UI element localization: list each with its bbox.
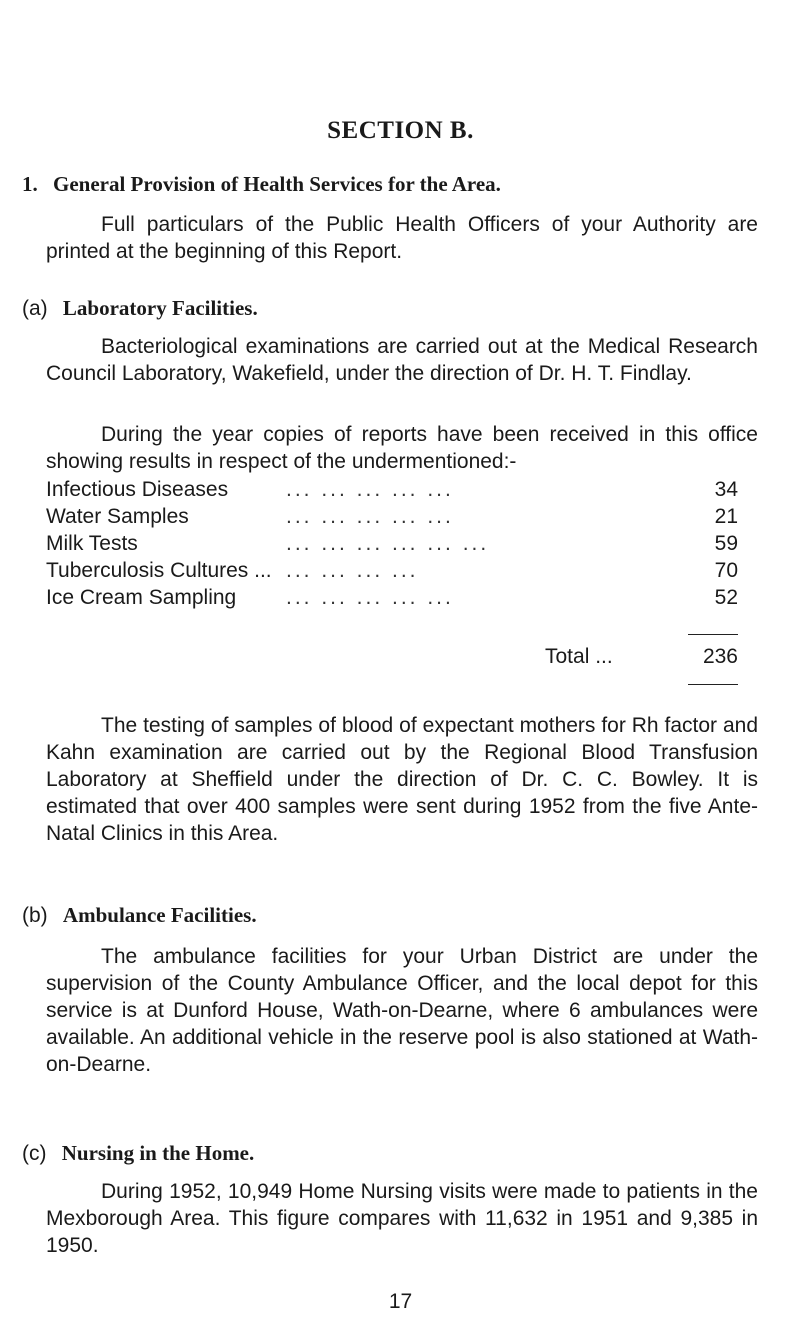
laboratory-paragraph-2: During the year copies of reports have been received in this office showing results in respect of the undermentioned:- (46, 423, 758, 473)
laboratory-paragraph-1: Bacteriological examinations are carried out at the Medical Research Council Laboratory, Wakefield, under the direction of Dr. H. T. Findlay. (46, 335, 758, 385)
results-table (46, 478, 738, 613)
table-row: Infectious Diseases ... ... ... ... ... 34 (46, 478, 738, 501)
heading-label: (b) (22, 904, 48, 927)
total-rule-top (688, 634, 738, 635)
heading-ambulance (22, 903, 257, 928)
table-row: Ice Cream Sampling ... ... ... ... ... 52 (46, 586, 738, 609)
heading-text: Nursing in the Home. (61, 1141, 255, 1165)
heading-text: Ambulance Facilities. (62, 903, 257, 927)
page-number: 17 (388, 1290, 413, 1313)
heading-label: (a) (22, 297, 48, 320)
table-row: Water Samples ... ... ... ... ... 21 (46, 505, 738, 528)
laboratory-paragraph-3: The testing of samples of blood of expectant mothers for Rh factor and Kahn examination are carried out by the Regional Blood Transfusion Laboratory at Sheffield under the direction of Dr. C. C. Bowley. It is estimated that over 400 samples were sent during 1952 from the five Ante-Natal Clinics in this Area. (46, 714, 758, 845)
heading-general-provision (22, 172, 501, 197)
intro-paragraph: Full particulars of the Public Health Officers of your Authority are printed at the beginning of this Report. (46, 213, 758, 263)
heading-nursing (22, 1141, 254, 1166)
section-title: SECTION B. (327, 117, 474, 144)
heading-number: 1. (22, 172, 38, 196)
heading-text: General Provision of Health Services for the Area. (53, 172, 501, 196)
total-row (545, 645, 738, 669)
total-label: Total ... (545, 645, 613, 668)
heading-label: (c) (22, 1142, 47, 1165)
table-row: Milk Tests ... ... ... ... ... ... 59 (46, 532, 738, 555)
total-rule-bottom (688, 684, 738, 685)
nursing-paragraph: During 1952, 10,949 Home Nursing visits were made to patients in the Mexborough Area. This figure compares with 11,632 in 1951 and 9,385 in 1950. (46, 1180, 758, 1257)
heading-laboratory (22, 296, 258, 321)
ambulance-paragraph: The ambulance facilities for your Urban District are under the supervision of the County Ambulance Officer, and the local depot for this service is at Dunford House, Wath-on-Dearne, where 6 ambulances were available. An additional vehicle in the reserve pool is also stationed at Wath-on-Dearne. (46, 945, 758, 1076)
total-value: 236 (702, 645, 738, 668)
table-row: Tuberculosis Cultures ... ... ... ... ... 70 (46, 559, 738, 582)
heading-text: Laboratory Facilities. (62, 296, 258, 320)
